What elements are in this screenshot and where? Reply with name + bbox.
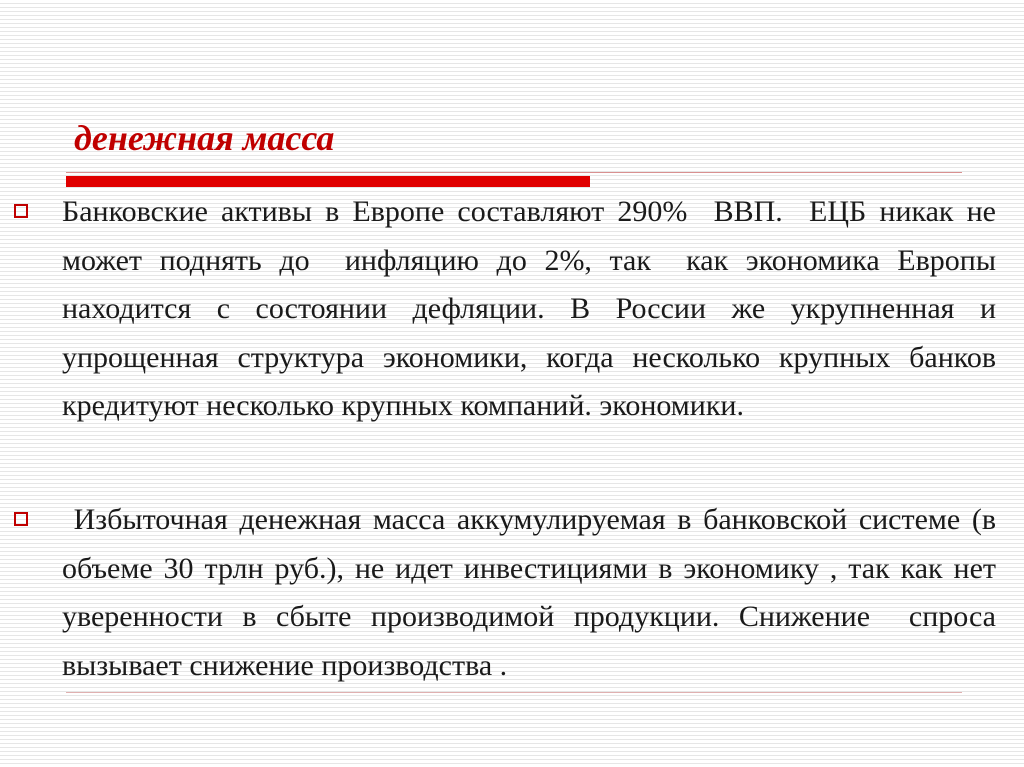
title-underline-bar bbox=[66, 176, 590, 187]
bullet-item-banking-assets bbox=[14, 188, 1004, 478]
hollow-square-icon bbox=[14, 512, 28, 526]
footer-divider bbox=[66, 692, 962, 693]
bullet-item-excess-money bbox=[14, 496, 1004, 742]
slide-title: денежная масса bbox=[74, 118, 335, 158]
bullet-text: Банковские активы в Европе составляют 290% ВВП. ЕЦБ никак не может поднять до инфляцию до 2%, так как экономика Европы находится с состоянии дефляции. В России же укрупненная и упрощенная структура экономики, когда несколько крупных банков кредитуют несколько крупных компаний. экономики. bbox=[62, 195, 1004, 422]
hollow-square-icon bbox=[14, 204, 28, 218]
bullet-text: Избыточная денежная масса аккумулируемая в банковской системе (в объеме 30 трлн руб.), не идет инвестициями в экономику , так как нет уверенности в сбыте производимой продукции. Снижение спроса вызывает снижение производства . bbox=[62, 503, 1004, 682]
title-underline-thin bbox=[66, 172, 962, 173]
